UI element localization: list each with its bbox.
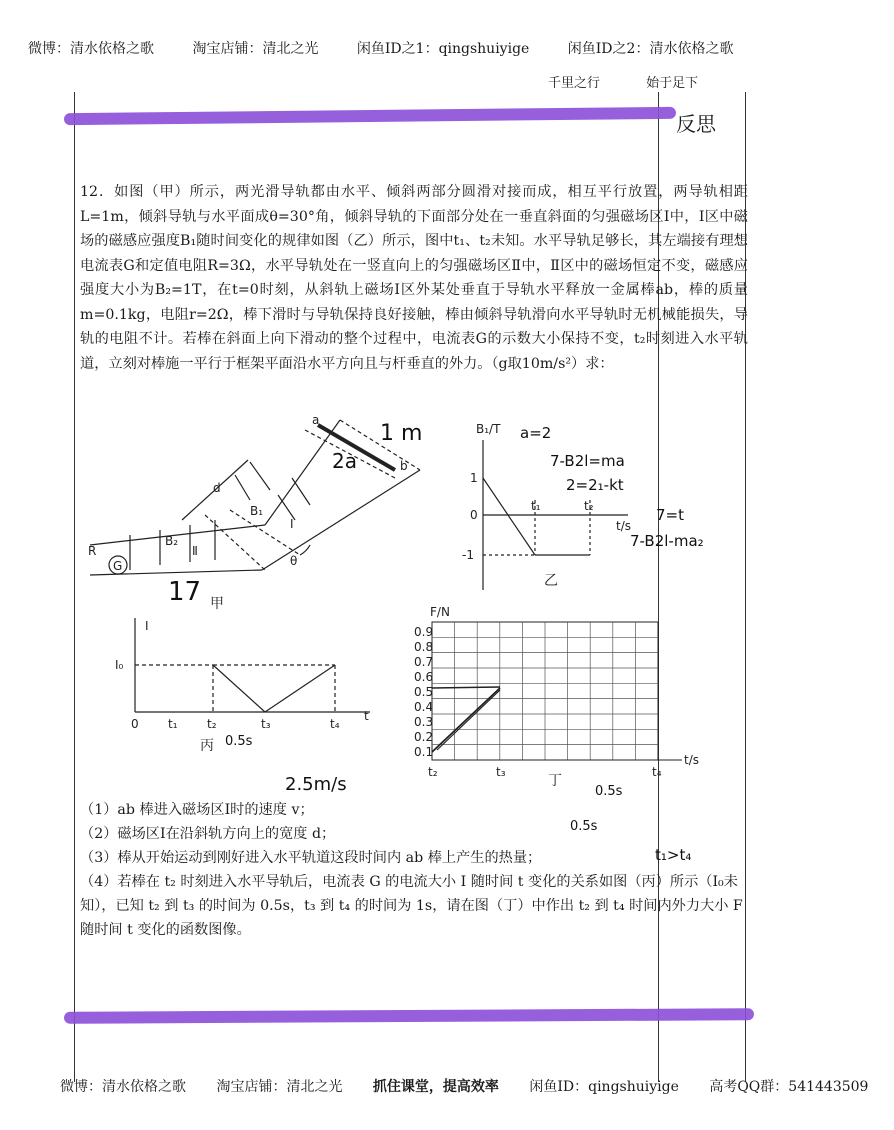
- footer-qq: 高考QQ群：541443509: [709, 1079, 869, 1095]
- ding-tick: 0.7: [414, 655, 434, 669]
- hand-note: 1 m: [380, 421, 423, 446]
- hand-note: 7=t: [656, 506, 684, 524]
- hand-note: t₁>t₄: [655, 846, 692, 864]
- footer-weibo: 微博：清水依格之歌: [60, 1079, 186, 1095]
- question-1: （1）ab 棒进入磁场区Ⅰ时的速度 v；: [80, 802, 314, 818]
- yi-tick-1: 1: [470, 471, 478, 485]
- ding-tick-t2: t₂: [428, 765, 438, 779]
- header-taobao: 淘宝店铺：清北之光: [192, 41, 319, 57]
- yi-tick-t1: t₁: [531, 499, 541, 513]
- yi-ylabel: B₁/T: [476, 422, 501, 436]
- motto-part1: 千里之行: [548, 76, 601, 91]
- label-region-I: Ⅰ: [290, 517, 294, 531]
- figure-ding-labels: [414, 605, 699, 789]
- yi-tick-t2: t₂: [584, 499, 594, 513]
- caption-bing: 丙: [200, 738, 214, 754]
- ding-tick: 0.8: [414, 640, 434, 654]
- yi-xlabel: t/s: [616, 519, 631, 533]
- ding-tick: 0.9: [414, 625, 434, 639]
- figure-yi-labels: [462, 422, 631, 589]
- problem-statement: 12．如图（甲）所示，两光滑导轨都由水平、倾斜两部分圆滑对接而成，相互平行放置，两导轨相距L=1m，倾斜导轨与水平面成θ=30°角，倾斜导轨的下面部分处在一垂直斜面的匀强磁场区Ⅰ中，Ⅰ区中磁场的磁感应强度B₁随时间变化的规律如图（乙）所示，图中t₁、t₂未知。水平导轨足够长，其左端接有理想电流表G和定值电阻R=3Ω，水平导轨处在一竖直向上的匀强磁场区Ⅱ中，Ⅱ区中的磁场恒定不变，磁感应强度大小为B₂=1T，在t=0时刻，从斜轨上磁场Ⅰ区外某处垂直于导轨水平释放一金属棒ab，棒的质量m=0.1kg，电阻r=2Ω，棒下滑时与导轨保持良好接触，棒由倾斜导轨滑向水平导轨时无机械能损失，导轨的电阻不计。若棒在斜面上向下滑动的整个过程中，电流表G的示数大小保持不变，t₂时刻进入水平轨道，立刻对棒施一平行于框架平面沿水平方向且与杆垂直的外力。（g取10m/s²）求：: [80, 184, 748, 372]
- label-region-II: Ⅱ: [192, 544, 198, 558]
- label-G: G: [113, 559, 123, 573]
- reflection-label: 反思: [676, 112, 716, 136]
- bing-tick-t2: t₂: [207, 717, 217, 731]
- figure-jia-labels: [88, 413, 408, 612]
- caption-ding: 丁: [548, 773, 562, 789]
- bing-tick-I0: I₀: [115, 658, 124, 672]
- footer-taobao: 淘宝店铺：清北之光: [216, 1079, 343, 1095]
- hand-note: 0.5s: [225, 734, 253, 749]
- label-theta: θ: [290, 554, 298, 568]
- label-B2: B₂: [165, 534, 179, 548]
- hand-note: 2=2₁-kt: [566, 476, 624, 494]
- hand-note: 2.5m/s: [285, 774, 347, 795]
- ding-tick: 0.4: [414, 700, 434, 714]
- ding-tick: 0.5: [414, 685, 434, 699]
- ding-tick-t3: t₃: [496, 765, 506, 779]
- label-b: b: [400, 459, 408, 473]
- header-xianyu-2: 闲鱼ID之2：清水依格之歌: [567, 41, 734, 57]
- questions-list: [80, 798, 748, 942]
- ding-tick-t4: t₄: [652, 765, 662, 779]
- hand-note: 2a: [332, 449, 357, 473]
- figure-bing: [135, 618, 370, 712]
- footer-xianyu: 闲鱼ID：qingshuiyige: [529, 1079, 679, 1095]
- figure-jia: [90, 420, 423, 575]
- ding-tick: 0.6: [414, 670, 434, 684]
- bing-tick-t1: t₁: [168, 717, 178, 731]
- bing-xlabel: t: [364, 709, 369, 723]
- bing-tick-t3: t₃: [261, 717, 271, 731]
- ding-xlabel: t/s: [684, 753, 699, 767]
- label-d: d: [213, 481, 221, 495]
- page-footer: [60, 1076, 869, 1096]
- hand-note: 7-B2l-ma₂: [630, 532, 704, 550]
- yi-tick-neg1: -1: [462, 548, 474, 562]
- hand-note: 0.5s: [570, 819, 598, 834]
- question-4: （4）若棒在 t₂ 时刻进入水平导轨后，电流表 G 的电流大小 I 随时间 t 变化的关系如图（丙）所示（I₀未知），已知 t₂ 到 t₃ 的时间为 0.5s，t₃ 到 t₄ 的时间为 1s，请在图（丁）中作出 t₂ 到 t₄ 时间内外力大小 F 随时间 t 变化的函数图像。: [80, 874, 743, 938]
- ding-tick: 0.1: [414, 745, 434, 759]
- footer-stamp: 抓住课堂，提高效率: [372, 1079, 499, 1095]
- hand-note: 0.5s: [595, 784, 623, 799]
- question-3: （3）棒从开始运动到刚好进入水平轨道这段时间内 ab 棒上产生的热量；: [80, 850, 542, 866]
- label-B1: B₁: [250, 504, 264, 518]
- figure-ding: [432, 622, 682, 760]
- header-xianyu-1: 闲鱼ID之1：qingshuiyige: [356, 41, 530, 57]
- motto-part2: 始于足下: [646, 76, 699, 91]
- ding-ylabel: F/N: [430, 605, 450, 619]
- bing-tick-t4: t₄: [330, 717, 340, 731]
- caption-yi: 乙: [544, 573, 558, 589]
- hand-note: a=2: [520, 424, 552, 442]
- question-2: （2）磁场区Ⅰ在沿斜轨方向上的宽度 d；: [80, 826, 336, 842]
- header-weibo: 微博：清水依格之歌: [28, 41, 154, 57]
- bing-ylabel: I: [145, 619, 149, 633]
- yi-tick-0: 0: [470, 508, 478, 522]
- label-a: a: [312, 413, 320, 427]
- label-R: R: [88, 544, 97, 558]
- ding-tick: 0.2: [414, 730, 434, 744]
- bing-tick-0: 0: [131, 717, 139, 731]
- hand-note: 7-B2l=ma: [550, 452, 625, 470]
- ding-tick: 0.3: [414, 715, 434, 729]
- caption-jia: 甲: [210, 596, 224, 612]
- hand-note: 17: [168, 577, 202, 607]
